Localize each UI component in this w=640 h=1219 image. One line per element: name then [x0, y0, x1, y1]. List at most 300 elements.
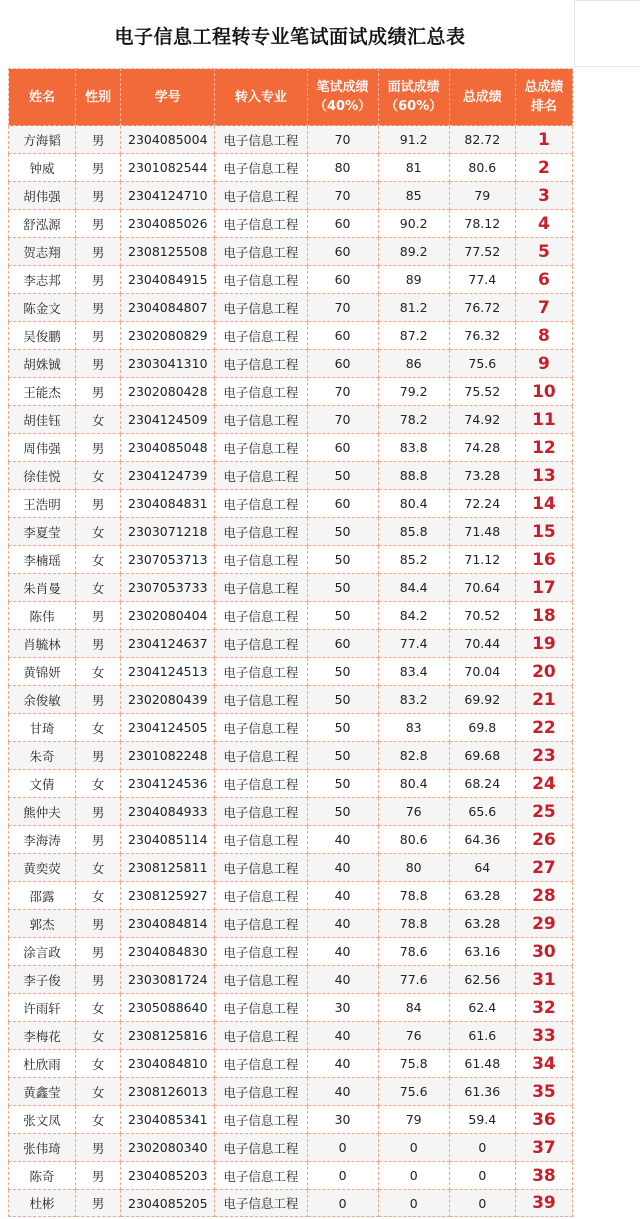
- cell-interview-score: 80.4: [378, 770, 449, 798]
- cell-gender: 女: [76, 406, 121, 434]
- sheet-gridline: [574, 0, 640, 1]
- cell-name: 胡姝铖: [9, 350, 76, 378]
- cell-name: 王能杰: [9, 378, 76, 406]
- cell-student-id: 2304085341: [121, 1106, 215, 1134]
- cell-major: 电子信息工程: [215, 1134, 307, 1162]
- cell-written-score: 50: [307, 462, 378, 490]
- cell-name: 张文凤: [9, 1106, 76, 1134]
- cell-name: 舒泓源: [9, 210, 76, 238]
- cell-written-score: 40: [307, 854, 378, 882]
- header-name: 姓名: [9, 69, 76, 126]
- cell-name: 李楠瑶: [9, 546, 76, 574]
- cell-written-score: 80: [307, 154, 378, 182]
- cell-written-score: 0: [307, 1134, 378, 1162]
- cell-major: 电子信息工程: [215, 490, 307, 518]
- cell-total-score: 61.6: [449, 1022, 515, 1050]
- cell-total-score: 69.68: [449, 742, 515, 770]
- cell-rank: 23: [515, 742, 572, 770]
- cell-written-score: 70: [307, 378, 378, 406]
- header-student-id: 学号: [121, 69, 215, 126]
- table-row: [9, 686, 573, 714]
- cell-gender: 男: [76, 938, 121, 966]
- header-rank: 总成绩 排名: [515, 69, 572, 126]
- cell-student-id: 2304124509: [121, 406, 215, 434]
- table-row: [9, 602, 573, 630]
- table-row: [9, 630, 573, 658]
- cell-gender: 男: [76, 1190, 121, 1217]
- cell-student-id: 2302080340: [121, 1134, 215, 1162]
- cell-total-score: 77.52: [449, 238, 515, 266]
- cell-total-score: 63.16: [449, 938, 515, 966]
- cell-written-score: 40: [307, 1022, 378, 1050]
- cell-rank: 26: [515, 826, 572, 854]
- cell-name: 许雨轩: [9, 994, 76, 1022]
- cell-total-score: 78.12: [449, 210, 515, 238]
- table-row: [9, 910, 573, 938]
- cell-written-score: 50: [307, 574, 378, 602]
- cell-total-score: 0: [449, 1134, 515, 1162]
- cell-major: 电子信息工程: [215, 826, 307, 854]
- cell-name: 李梅花: [9, 1022, 76, 1050]
- cell-interview-score: 85.2: [378, 546, 449, 574]
- cell-name: 吴俊鹏: [9, 322, 76, 350]
- cell-gender: 男: [76, 798, 121, 826]
- cell-total-score: 70.04: [449, 658, 515, 686]
- header-major: 转入专业: [215, 69, 307, 126]
- cell-name: 涂言政: [9, 938, 76, 966]
- cell-rank: 22: [515, 714, 572, 742]
- cell-student-id: 2304085004: [121, 126, 215, 154]
- cell-interview-score: 86: [378, 350, 449, 378]
- cell-gender: 男: [76, 434, 121, 462]
- cell-rank: 38: [515, 1162, 572, 1190]
- cell-rank: 17: [515, 574, 572, 602]
- cell-written-score: 60: [307, 238, 378, 266]
- cell-written-score: 30: [307, 994, 378, 1022]
- cell-student-id: 2308126013: [121, 1078, 215, 1106]
- cell-total-score: 76.72: [449, 294, 515, 322]
- cell-interview-score: 76: [378, 798, 449, 826]
- cell-written-score: 50: [307, 798, 378, 826]
- table-row: [9, 826, 573, 854]
- cell-major: 电子信息工程: [215, 1050, 307, 1078]
- cell-interview-score: 77.6: [378, 966, 449, 994]
- table-row: [9, 406, 573, 434]
- cell-student-id: 2304085026: [121, 210, 215, 238]
- cell-student-id: 2304084933: [121, 798, 215, 826]
- cell-total-score: 65.6: [449, 798, 515, 826]
- cell-name: 徐佳悦: [9, 462, 76, 490]
- cell-rank: 16: [515, 546, 572, 574]
- cell-rank: 39: [515, 1190, 572, 1217]
- cell-major: 电子信息工程: [215, 994, 307, 1022]
- cell-total-score: 61.36: [449, 1078, 515, 1106]
- cell-written-score: 40: [307, 1078, 378, 1106]
- table-row: [9, 854, 573, 882]
- cell-name: 黄奕荧: [9, 854, 76, 882]
- cell-gender: 男: [76, 1134, 121, 1162]
- cell-major: 电子信息工程: [215, 322, 307, 350]
- cell-rank: 32: [515, 994, 572, 1022]
- cell-student-id: 2301082544: [121, 154, 215, 182]
- cell-total-score: 77.4: [449, 266, 515, 294]
- cell-student-id: 2307053713: [121, 546, 215, 574]
- table-row: [9, 210, 573, 238]
- cell-major: 电子信息工程: [215, 910, 307, 938]
- cell-gender: 女: [76, 1022, 121, 1050]
- table-row: [9, 1162, 573, 1190]
- cell-written-score: 50: [307, 546, 378, 574]
- cell-interview-score: 89.2: [378, 238, 449, 266]
- cell-gender: 男: [76, 154, 121, 182]
- cell-total-score: 76.32: [449, 322, 515, 350]
- cell-student-id: 2304084830: [121, 938, 215, 966]
- cell-gender: 女: [76, 882, 121, 910]
- cell-name: 甘琦: [9, 714, 76, 742]
- cell-interview-score: 78.8: [378, 910, 449, 938]
- cell-total-score: 75.6: [449, 350, 515, 378]
- cell-student-id: 2301082248: [121, 742, 215, 770]
- cell-gender: 女: [76, 1078, 121, 1106]
- cell-gender: 男: [76, 210, 121, 238]
- cell-interview-score: 76: [378, 1022, 449, 1050]
- cell-gender: 男: [76, 826, 121, 854]
- cell-gender: 男: [76, 126, 121, 154]
- cell-total-score: 70.52: [449, 602, 515, 630]
- table-row: [9, 182, 573, 210]
- table-row: [9, 1050, 573, 1078]
- header-written-score: 笔试成绩 （40%）: [307, 69, 378, 126]
- cell-major: 电子信息工程: [215, 714, 307, 742]
- cell-rank: 37: [515, 1134, 572, 1162]
- cell-total-score: 74.28: [449, 434, 515, 462]
- cell-total-score: 62.56: [449, 966, 515, 994]
- cell-rank: 21: [515, 686, 572, 714]
- cell-major: 电子信息工程: [215, 350, 307, 378]
- cell-rank: 10: [515, 378, 572, 406]
- cell-student-id: 2304084831: [121, 490, 215, 518]
- cell-interview-score: 78.8: [378, 882, 449, 910]
- cell-total-score: 82.72: [449, 126, 515, 154]
- cell-interview-score: 81: [378, 154, 449, 182]
- cell-rank: 3: [515, 182, 572, 210]
- cell-name: 朱奇: [9, 742, 76, 770]
- cell-rank: 8: [515, 322, 572, 350]
- sheet-gridline: [574, 66, 640, 67]
- cell-rank: 29: [515, 910, 572, 938]
- cell-gender: 男: [76, 322, 121, 350]
- cell-rank: 5: [515, 238, 572, 266]
- cell-name: 陈金文: [9, 294, 76, 322]
- cell-rank: 25: [515, 798, 572, 826]
- cell-major: 电子信息工程: [215, 938, 307, 966]
- cell-total-score: 0: [449, 1190, 515, 1217]
- cell-gender: 男: [76, 630, 121, 658]
- cell-total-score: 0: [449, 1162, 515, 1190]
- cell-total-score: 64.36: [449, 826, 515, 854]
- header-total-score: 总成绩: [449, 69, 515, 126]
- cell-written-score: 60: [307, 266, 378, 294]
- cell-total-score: 80.6: [449, 154, 515, 182]
- cell-total-score: 72.24: [449, 490, 515, 518]
- cell-written-score: 40: [307, 1050, 378, 1078]
- cell-student-id: 2304084915: [121, 266, 215, 294]
- cell-student-id: 2303041310: [121, 350, 215, 378]
- cell-major: 电子信息工程: [215, 1106, 307, 1134]
- cell-gender: 女: [76, 1106, 121, 1134]
- cell-written-score: 70: [307, 294, 378, 322]
- cell-student-id: 2304124710: [121, 182, 215, 210]
- cell-rank: 20: [515, 658, 572, 686]
- cell-student-id: 2303071218: [121, 518, 215, 546]
- cell-interview-score: 0: [378, 1190, 449, 1217]
- cell-major: 电子信息工程: [215, 630, 307, 658]
- cell-rank: 12: [515, 434, 572, 462]
- cell-total-score: 74.92: [449, 406, 515, 434]
- cell-gender: 男: [76, 238, 121, 266]
- table-row: [9, 1134, 573, 1162]
- header-gender: 性别: [76, 69, 121, 126]
- cell-interview-score: 88.8: [378, 462, 449, 490]
- cell-name: 贺志翔: [9, 238, 76, 266]
- cell-written-score: 60: [307, 350, 378, 378]
- cell-rank: 27: [515, 854, 572, 882]
- table-row: [9, 770, 573, 798]
- cell-name: 胡佳钰: [9, 406, 76, 434]
- cell-gender: 男: [76, 910, 121, 938]
- cell-written-score: 40: [307, 938, 378, 966]
- cell-major: 电子信息工程: [215, 154, 307, 182]
- cell-rank: 1: [515, 126, 572, 154]
- cell-student-id: 2304085203: [121, 1162, 215, 1190]
- cell-rank: 28: [515, 882, 572, 910]
- cell-major: 电子信息工程: [215, 854, 307, 882]
- table-row: [9, 882, 573, 910]
- cell-major: 电子信息工程: [215, 546, 307, 574]
- cell-major: 电子信息工程: [215, 406, 307, 434]
- cell-gender: 女: [76, 658, 121, 686]
- cell-major: 电子信息工程: [215, 434, 307, 462]
- cell-interview-score: 83: [378, 714, 449, 742]
- cell-major: 电子信息工程: [215, 294, 307, 322]
- cell-written-score: 50: [307, 742, 378, 770]
- cell-major: 电子信息工程: [215, 798, 307, 826]
- cell-student-id: 2302080428: [121, 378, 215, 406]
- cell-name: 钟威: [9, 154, 76, 182]
- cell-gender: 男: [76, 966, 121, 994]
- cell-interview-score: 85.8: [378, 518, 449, 546]
- table-row: [9, 546, 573, 574]
- cell-interview-score: 81.2: [378, 294, 449, 322]
- cell-major: 电子信息工程: [215, 658, 307, 686]
- cell-rank: 31: [515, 966, 572, 994]
- table-row: [9, 714, 573, 742]
- cell-name: 杜欣雨: [9, 1050, 76, 1078]
- cell-total-score: 75.52: [449, 378, 515, 406]
- cell-major: 电子信息工程: [215, 238, 307, 266]
- cell-student-id: 2304084810: [121, 1050, 215, 1078]
- cell-student-id: 2303081724: [121, 966, 215, 994]
- cell-interview-score: 0: [378, 1134, 449, 1162]
- score-table: [8, 68, 573, 1217]
- cell-written-score: 60: [307, 322, 378, 350]
- cell-interview-score: 91.2: [378, 126, 449, 154]
- cell-rank: 7: [515, 294, 572, 322]
- cell-gender: 男: [76, 1162, 121, 1190]
- cell-name: 胡伟强: [9, 182, 76, 210]
- cell-gender: 女: [76, 994, 121, 1022]
- cell-name: 李子俊: [9, 966, 76, 994]
- cell-gender: 男: [76, 350, 121, 378]
- table-row: [9, 1078, 573, 1106]
- cell-total-score: 69.8: [449, 714, 515, 742]
- cell-gender: 男: [76, 378, 121, 406]
- cell-student-id: 2308125508: [121, 238, 215, 266]
- cell-written-score: 60: [307, 434, 378, 462]
- cell-gender: 男: [76, 490, 121, 518]
- cell-rank: 35: [515, 1078, 572, 1106]
- cell-gender: 男: [76, 602, 121, 630]
- cell-interview-score: 82.8: [378, 742, 449, 770]
- table-row: [9, 126, 573, 154]
- cell-total-score: 69.92: [449, 686, 515, 714]
- cell-gender: 男: [76, 294, 121, 322]
- cell-total-score: 71.48: [449, 518, 515, 546]
- cell-student-id: 2308125811: [121, 854, 215, 882]
- cell-rank: 14: [515, 490, 572, 518]
- cell-name: 黄锦妍: [9, 658, 76, 686]
- cell-name: 熊仲夫: [9, 798, 76, 826]
- cell-rank: 2: [515, 154, 572, 182]
- cell-student-id: 2302080439: [121, 686, 215, 714]
- cell-total-score: 62.4: [449, 994, 515, 1022]
- cell-written-score: 60: [307, 630, 378, 658]
- cell-gender: 女: [76, 714, 121, 742]
- cell-total-score: 79: [449, 182, 515, 210]
- cell-rank: 30: [515, 938, 572, 966]
- cell-student-id: 2304084814: [121, 910, 215, 938]
- cell-student-id: 2304124536: [121, 770, 215, 798]
- cell-gender: 女: [76, 518, 121, 546]
- cell-interview-score: 90.2: [378, 210, 449, 238]
- cell-student-id: 2302080404: [121, 602, 215, 630]
- cell-major: 电子信息工程: [215, 770, 307, 798]
- cell-total-score: 70.44: [449, 630, 515, 658]
- table-row: [9, 434, 573, 462]
- cell-interview-score: 84.4: [378, 574, 449, 602]
- cell-total-score: 59.4: [449, 1106, 515, 1134]
- cell-major: 电子信息工程: [215, 602, 307, 630]
- cell-interview-score: 78.6: [378, 938, 449, 966]
- cell-major: 电子信息工程: [215, 462, 307, 490]
- cell-gender: 男: [76, 742, 121, 770]
- cell-interview-score: 87.2: [378, 322, 449, 350]
- cell-rank: 19: [515, 630, 572, 658]
- table-row: [9, 1106, 573, 1134]
- cell-interview-score: 84: [378, 994, 449, 1022]
- cell-major: 电子信息工程: [215, 742, 307, 770]
- cell-written-score: 40: [307, 966, 378, 994]
- cell-name: 邵露: [9, 882, 76, 910]
- cell-name: 黄鑫莹: [9, 1078, 76, 1106]
- cell-written-score: 50: [307, 686, 378, 714]
- cell-rank: 9: [515, 350, 572, 378]
- header-interview-score: 面试成绩 （60%）: [378, 69, 449, 126]
- cell-interview-score: 78.2: [378, 406, 449, 434]
- cell-written-score: 50: [307, 602, 378, 630]
- cell-gender: 女: [76, 574, 121, 602]
- cell-interview-score: 80: [378, 854, 449, 882]
- table-row: [9, 742, 573, 770]
- cell-gender: 女: [76, 462, 121, 490]
- cell-interview-score: 75.6: [378, 1078, 449, 1106]
- cell-interview-score: 0: [378, 1162, 449, 1190]
- cell-name: 陈奇: [9, 1162, 76, 1190]
- cell-name: 李夏莹: [9, 518, 76, 546]
- cell-student-id: 2308125816: [121, 1022, 215, 1050]
- cell-gender: 男: [76, 266, 121, 294]
- cell-total-score: 73.28: [449, 462, 515, 490]
- cell-name: 张伟琦: [9, 1134, 76, 1162]
- cell-rank: 15: [515, 518, 572, 546]
- cell-interview-score: 80.4: [378, 490, 449, 518]
- table-row: [9, 350, 573, 378]
- cell-name: 方海韬: [9, 126, 76, 154]
- cell-major: 电子信息工程: [215, 1162, 307, 1190]
- cell-gender: 女: [76, 1050, 121, 1078]
- cell-name: 王浩明: [9, 490, 76, 518]
- table-row: [9, 294, 573, 322]
- cell-written-score: 70: [307, 406, 378, 434]
- cell-student-id: 2304124637: [121, 630, 215, 658]
- cell-interview-score: 83.4: [378, 658, 449, 686]
- table-row: [9, 378, 573, 406]
- cell-interview-score: 79.2: [378, 378, 449, 406]
- cell-written-score: 70: [307, 126, 378, 154]
- cell-rank: 11: [515, 406, 572, 434]
- cell-total-score: 61.48: [449, 1050, 515, 1078]
- cell-name: 朱肖曼: [9, 574, 76, 602]
- cell-major: 电子信息工程: [215, 574, 307, 602]
- cell-major: 电子信息工程: [215, 1078, 307, 1106]
- cell-name: 李志邦: [9, 266, 76, 294]
- cell-student-id: 2304124739: [121, 462, 215, 490]
- page-title: 电子信息工程转专业笔试面试成绩汇总表: [114, 26, 466, 48]
- cell-written-score: 50: [307, 518, 378, 546]
- cell-interview-score: 79: [378, 1106, 449, 1134]
- cell-gender: 男: [76, 182, 121, 210]
- cell-interview-score: 83.8: [378, 434, 449, 462]
- cell-written-score: 60: [307, 490, 378, 518]
- table-row: [9, 1190, 573, 1217]
- cell-gender: 女: [76, 854, 121, 882]
- cell-total-score: 70.64: [449, 574, 515, 602]
- cell-name: 陈伟: [9, 602, 76, 630]
- cell-written-score: 60: [307, 210, 378, 238]
- cell-written-score: 0: [307, 1190, 378, 1217]
- cell-total-score: 64: [449, 854, 515, 882]
- cell-major: 电子信息工程: [215, 210, 307, 238]
- cell-student-id: 2304085114: [121, 826, 215, 854]
- cell-gender: 女: [76, 546, 121, 574]
- cell-total-score: 68.24: [449, 770, 515, 798]
- cell-name: 郭杰: [9, 910, 76, 938]
- cell-student-id: 2304085205: [121, 1190, 215, 1217]
- cell-name: 文倩: [9, 770, 76, 798]
- cell-interview-score: 89: [378, 266, 449, 294]
- cell-major: 电子信息工程: [215, 686, 307, 714]
- table-row: [9, 798, 573, 826]
